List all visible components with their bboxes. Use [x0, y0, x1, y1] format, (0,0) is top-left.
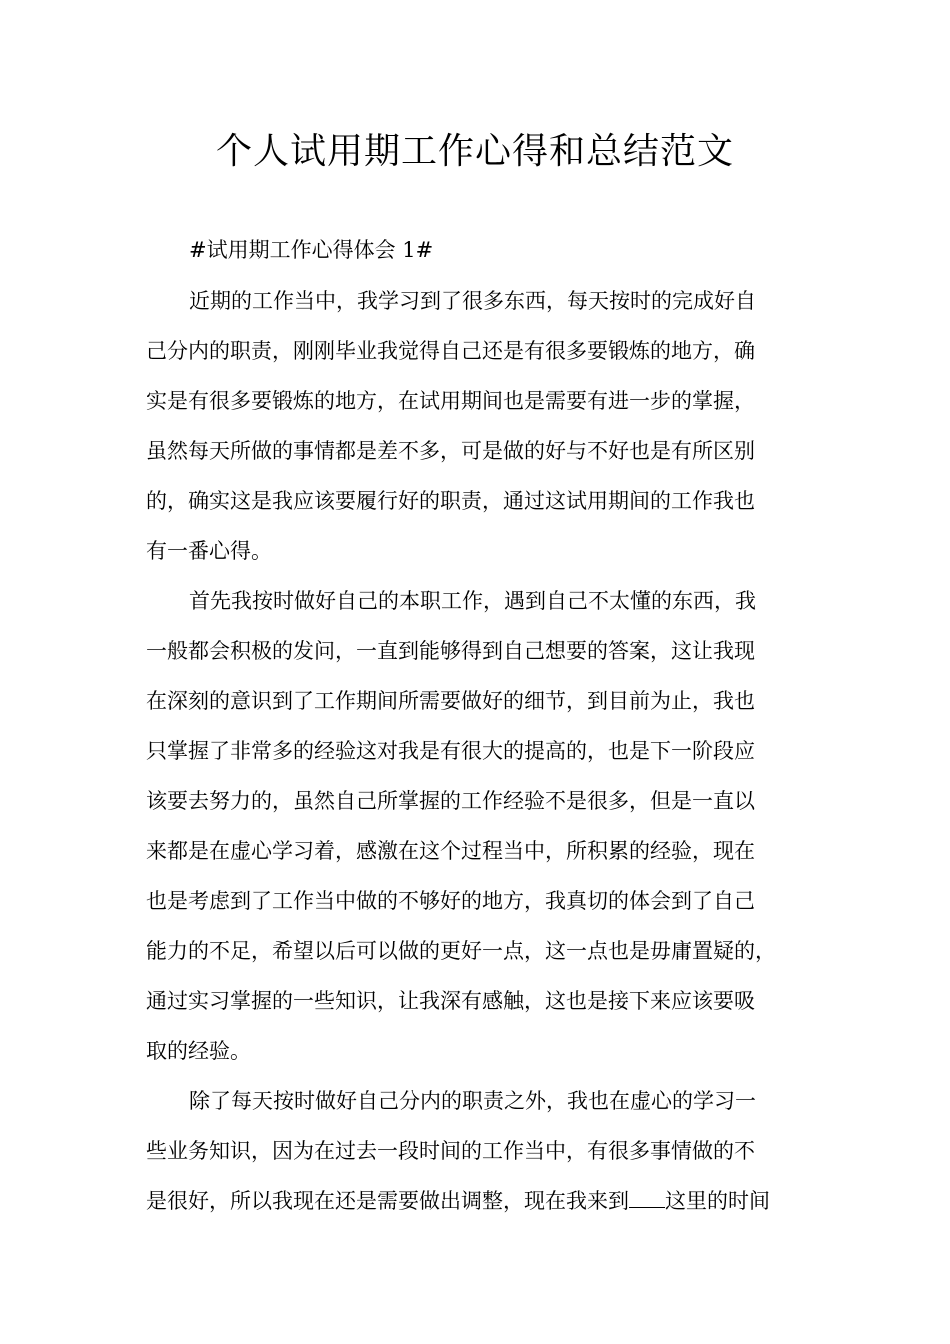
paragraph-line: 有一番心得。	[146, 539, 272, 563]
paragraph-line: 取的经验。	[146, 1039, 251, 1063]
paragraph-line: 的，确实这是我应该要履行好的职责，通过这试用期间的工作我也	[146, 489, 755, 513]
paragraph-line: 也是考虑到了工作当中做的不够好的地方，我真切的体会到了自己	[146, 889, 755, 913]
line-text-after-blank: 这里的时间	[665, 1189, 770, 1213]
paragraph-line: 除了每天按时做好自己分内的职责之外，我也在虚心的学习一	[189, 1089, 756, 1113]
line-text-before-blank: 是很好，所以我现在还是需要做出调整，现在我来到	[146, 1189, 629, 1213]
paragraph-line: 在深刻的意识到了工作期间所需要做好的细节，到目前为止，我也	[146, 689, 755, 713]
section-heading: #试用期工作心得体会 1#	[189, 238, 434, 262]
paragraph-line: 首先我按时做好自己的本职工作，遇到自己不太懂的东西，我	[189, 589, 756, 613]
paragraph-line: 能力的不足，希望以后可以做的更好一点，这一点也是毋庸置疑的，	[146, 939, 776, 963]
paragraph-line: 近期的工作当中，我学习到了很多东西，每天按时的完成好自	[189, 289, 756, 313]
paragraph-line: 己分内的职责，刚刚毕业我觉得自己还是有很多要锻炼的地方，确	[146, 339, 755, 363]
fill-in-blank	[629, 1187, 665, 1208]
paragraph-line: 些业务知识，因为在过去一段时间的工作当中，有很多事情做的不	[146, 1139, 755, 1163]
paragraph-line-with-blank	[146, 1186, 826, 1216]
paragraph-line: 一般都会积极的发问，一直到能够得到自己想要的答案，这让我现	[146, 639, 755, 663]
paragraph-line: 实是有很多要锻炼的地方，在试用期间也是需要有进一步的掌握，	[146, 389, 755, 413]
document-title: 个人试用期工作心得和总结范文	[215, 131, 734, 172]
paragraph-line: 虽然每天所做的事情都是差不多，可是做的好与不好也是有所区别	[146, 439, 755, 463]
paragraph-line: 只掌握了非常多的经验这对我是有很大的提高的，也是下一阶段应	[146, 739, 755, 763]
paragraph-line: 通过实习掌握的一些知识，让我深有感触，这也是接下来应该要吸	[146, 989, 755, 1013]
paragraph-line: 该要去努力的，虽然自己所掌握的工作经验不是很多，但是一直以	[146, 789, 755, 813]
paragraph-line: 来都是在虚心学习着，感激在这个过程当中，所积累的经验，现在	[146, 839, 755, 863]
